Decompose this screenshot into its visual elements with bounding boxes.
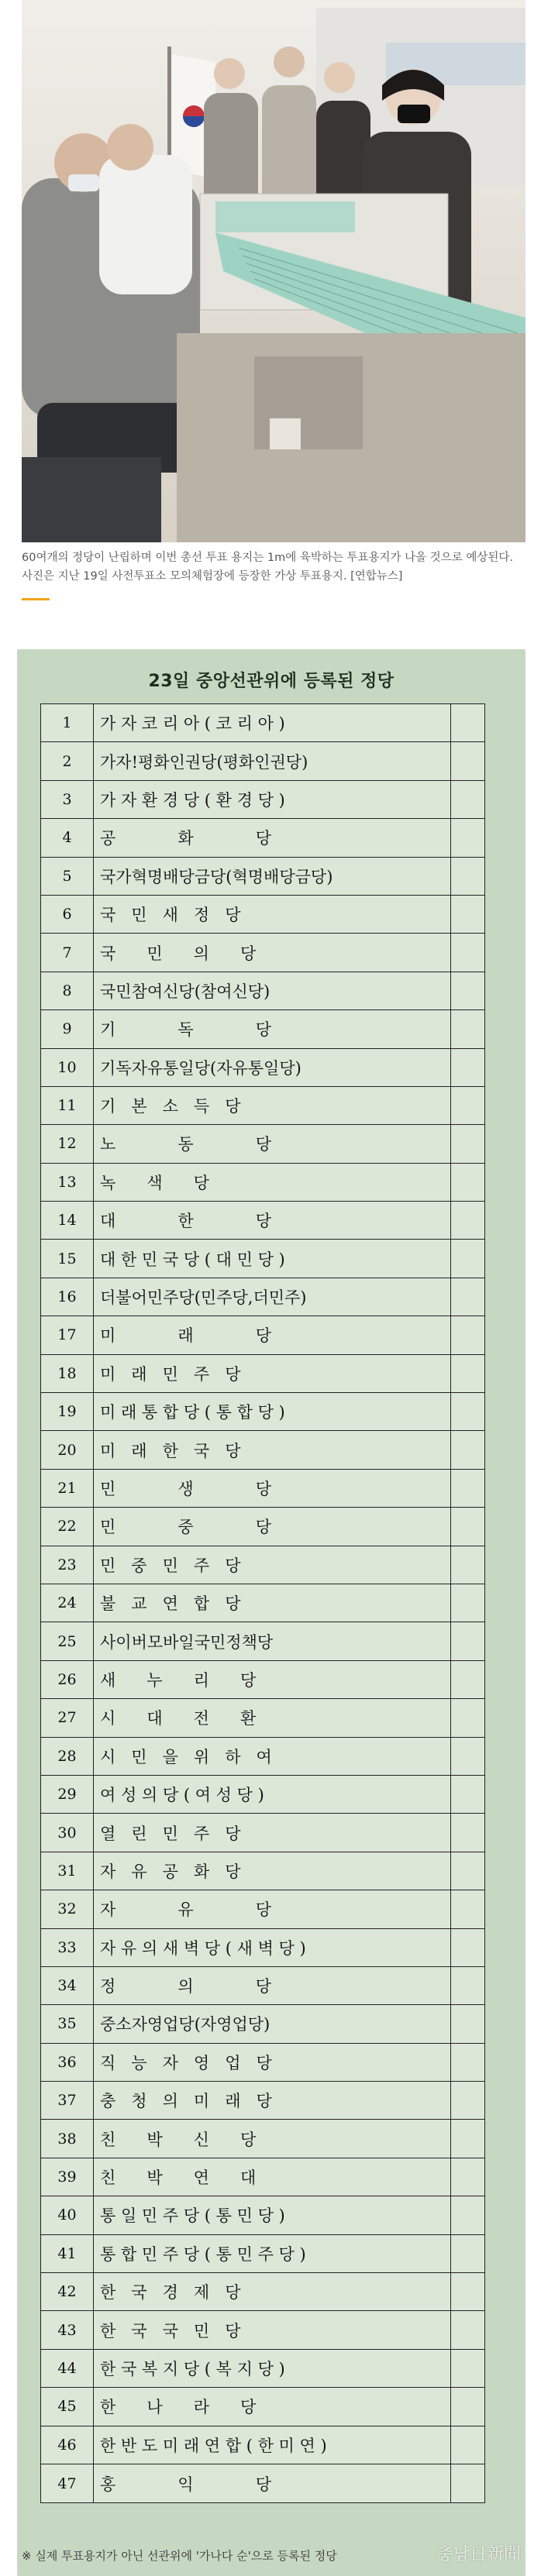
- party-number: 9: [41, 1010, 94, 1047]
- vote-box: [450, 1164, 484, 1201]
- party-name: 자 유 당: [100, 1900, 272, 1920]
- vote-box: [450, 2120, 484, 2157]
- table-row: [41, 1278, 484, 1316]
- party-number: 10: [41, 1049, 94, 1086]
- party-number: 47: [41, 2464, 94, 2502]
- party-number: 44: [41, 2350, 94, 2387]
- party-number: 16: [41, 1278, 94, 1316]
- party-number: 23: [41, 1546, 94, 1584]
- table-row: [41, 2158, 484, 2196]
- table-row: [41, 2350, 484, 2388]
- vote-box: [450, 2005, 484, 2042]
- vote-box: [450, 1929, 484, 1966]
- table-row: [41, 1967, 484, 2005]
- party-number: 31: [41, 1852, 94, 1890]
- table-row: [41, 1164, 484, 1202]
- party-name: 대 한 당: [100, 1212, 272, 1231]
- party-name: 시 민 을 위 하 여: [100, 1747, 272, 1766]
- vote-box: [450, 1508, 484, 1545]
- table-row: [41, 1622, 484, 1660]
- party-number: 19: [41, 1393, 94, 1430]
- party-name: 미 래 통 합 당 ( 통 합 당 ): [100, 1403, 285, 1422]
- party-name: 기 독 당: [100, 1020, 272, 1040]
- party-number: 2: [41, 742, 94, 779]
- table-row: [41, 1584, 484, 1622]
- vote-box: [450, 1278, 484, 1316]
- table-row: [41, 1929, 484, 1967]
- party-name: 열 린 민 주 당: [100, 1824, 241, 1843]
- vote-box: [450, 2350, 484, 2387]
- vote-box: [450, 1584, 484, 1622]
- table-row: [41, 972, 484, 1010]
- table-row: [41, 2120, 484, 2158]
- party-number: 26: [41, 1661, 94, 1698]
- caption-accent-rule: [22, 598, 50, 600]
- table-row: [41, 858, 484, 896]
- party-number: 32: [41, 1890, 94, 1928]
- table-row: [41, 1508, 484, 1546]
- party-number: 35: [41, 2005, 94, 2042]
- vote-box: [450, 1355, 484, 1392]
- table-row: [41, 896, 484, 934]
- vote-box: [450, 1049, 484, 1086]
- vote-box: [450, 2158, 484, 2196]
- vote-box: [450, 2235, 484, 2272]
- party-table: [40, 703, 485, 2503]
- table-row: [41, 2273, 484, 2311]
- party-name: 한 국 경 제 당: [100, 2283, 241, 2303]
- party-number: 14: [41, 1202, 94, 1239]
- party-number: 42: [41, 2273, 94, 2310]
- party-name: 기 본 소 득 당: [100, 1097, 241, 1116]
- party-name: 한 국 국 민 당: [100, 2321, 241, 2340]
- party-name: 민 중 민 주 당: [100, 1556, 241, 1575]
- table-row: [41, 2005, 484, 2043]
- vote-box: [450, 1316, 484, 1353]
- party-number: 12: [41, 1125, 94, 1162]
- table-row: [41, 2426, 484, 2464]
- party-number: 46: [41, 2426, 94, 2464]
- party-number: 17: [41, 1316, 94, 1353]
- party-number: 45: [41, 2388, 94, 2425]
- party-number: 8: [41, 972, 94, 1009]
- party-name: 새 누 리 당: [100, 1670, 257, 1690]
- party-name: 통 합 민 주 당 ( 통 민 주 당 ): [100, 2244, 306, 2264]
- party-name: 미 래 한 국 당: [100, 1441, 241, 1460]
- panel-title: 23일 중앙선관위에 등록된 정당: [148, 672, 395, 691]
- party-number: 4: [41, 819, 94, 856]
- party-name: 가 자 환 경 당 ( 환 경 당 ): [100, 790, 285, 810]
- vote-box: [450, 1431, 484, 1468]
- party-list-panel: [17, 649, 525, 2576]
- party-number: 40: [41, 2196, 94, 2234]
- vote-box: [450, 1967, 484, 2004]
- party-name: 한 반 도 미 래 연 합 ( 한 미 연 ): [100, 2436, 327, 2455]
- party-name: 불 교 연 합 당: [100, 1594, 241, 1614]
- table-row: [41, 1240, 484, 1278]
- party-number: 29: [41, 1776, 94, 1813]
- party-number: 21: [41, 1470, 94, 1507]
- table-row: [41, 1316, 484, 1354]
- party-name: 사이버모바일국민정책당: [100, 1632, 274, 1652]
- footnote: ※ 실제 투표용지가 아닌 선관위에 '가나다 순'으로 등록된 정당: [22, 2549, 337, 2563]
- vote-box: [450, 2082, 484, 2119]
- party-name: 국 민 의 당: [100, 944, 257, 963]
- party-number: 39: [41, 2158, 94, 2196]
- table-row: [41, 1661, 484, 1699]
- vote-box: [450, 934, 484, 971]
- party-number: 1: [41, 704, 94, 741]
- party-name: 직 능 자 영 업 당: [100, 2053, 272, 2072]
- party-number: 30: [41, 1814, 94, 1851]
- party-name: 한 나 라 당: [100, 2398, 257, 2417]
- party-number: 3: [41, 781, 94, 818]
- party-name: 국민참여신당(참여신당): [100, 982, 270, 1001]
- party-name: 국 민 새 정 당: [100, 906, 241, 925]
- party-name: 친 박 신 당: [100, 2130, 257, 2149]
- party-name: 정 의 당: [100, 1977, 272, 1996]
- party-number: 43: [41, 2311, 94, 2348]
- party-number: 6: [41, 896, 94, 933]
- party-number: 25: [41, 1622, 94, 1659]
- party-name: 여 성 의 당 ( 여 성 당 ): [100, 1786, 264, 1805]
- vote-box: [450, 1814, 484, 1851]
- party-name: 가 자 코 리 아 ( 코 리 아 ): [100, 714, 285, 734]
- table-row: [41, 1202, 484, 1240]
- vote-box: [450, 1470, 484, 1507]
- watermark-logo: 충남日新聞: [436, 2545, 521, 2564]
- vote-box: [450, 1202, 484, 1239]
- party-number: 18: [41, 1355, 94, 1392]
- vote-box: [450, 1125, 484, 1162]
- party-number: 11: [41, 1087, 94, 1124]
- vote-box: [450, 1890, 484, 1928]
- table-row: [41, 2388, 484, 2426]
- table-row: [41, 1776, 484, 1814]
- party-name: 민 중 당: [100, 1518, 272, 1537]
- party-number: 38: [41, 2120, 94, 2157]
- vote-box: [450, 2273, 484, 2310]
- table-row: [41, 1125, 484, 1163]
- table-row: [41, 1393, 484, 1431]
- vote-box: [450, 1699, 484, 1736]
- table-row: [41, 1546, 484, 1584]
- vote-box: [450, 2196, 484, 2234]
- party-number: 27: [41, 1699, 94, 1736]
- news-photo: [22, 0, 525, 542]
- party-name: 통 일 민 주 당 ( 통 민 당 ): [100, 2206, 285, 2226]
- party-number: 28: [41, 1738, 94, 1775]
- party-name: 미 래 당: [100, 1326, 272, 1346]
- table-row: [41, 2311, 484, 2349]
- party-name: 가자!평화인권당(평화인권당): [100, 752, 308, 772]
- vote-box: [450, 2464, 484, 2502]
- vote-box: [450, 1087, 484, 1124]
- table-row: [41, 1470, 484, 1508]
- vote-box: [450, 1738, 484, 1775]
- party-name: 자 유 의 새 벽 당 ( 새 벽 당 ): [100, 1938, 306, 1958]
- party-number: 7: [41, 934, 94, 971]
- table-row: [41, 781, 484, 819]
- vote-box: [450, 1661, 484, 1698]
- party-name: 노 동 당: [100, 1135, 272, 1154]
- vote-box: [450, 1776, 484, 1813]
- vote-box: [450, 2311, 484, 2348]
- party-name: 홍 익 당: [100, 2475, 272, 2494]
- vote-box: [450, 819, 484, 856]
- party-name: 자 유 공 화 당: [100, 1862, 241, 1881]
- table-row: [41, 2464, 484, 2502]
- vote-box: [450, 2426, 484, 2464]
- table-row: [41, 1852, 484, 1890]
- vote-box: [450, 972, 484, 1009]
- vote-box: [450, 2388, 484, 2425]
- party-number: 24: [41, 1584, 94, 1622]
- vote-box: [450, 1622, 484, 1659]
- table-row: [41, 1355, 484, 1393]
- vote-box: [450, 742, 484, 779]
- table-row: [41, 704, 484, 742]
- table-row: [41, 934, 484, 972]
- party-name: 민 생 당: [100, 1480, 272, 1498]
- party-name: 녹 색 당: [100, 1173, 209, 1192]
- photo-caption: 60여개의 정당이 난립하며 이번 총선 투표 용지는 1m에 육박하는 투표용지가 나올 것으로 예상된다. 사진은 지난 19일 사전투표소 모의체험장에 등장한 가상 투표용지. [연합뉴스]: [22, 552, 513, 583]
- party-name: 중소자영업당(자영업당): [100, 2015, 270, 2034]
- vote-box: [450, 781, 484, 818]
- table-row: [41, 1431, 484, 1469]
- table-row: [41, 742, 484, 780]
- vote-box: [450, 1010, 484, 1047]
- party-number: 36: [41, 2044, 94, 2081]
- table-row: [41, 2196, 484, 2234]
- vote-box: [450, 1546, 484, 1584]
- vote-box: [450, 1240, 484, 1277]
- party-name: 미 래 민 주 당: [100, 1364, 241, 1384]
- vote-box: [450, 896, 484, 933]
- vote-box: [450, 2044, 484, 2081]
- table-row: [41, 1699, 484, 1737]
- party-name: 더불어민주당(민주당,더민주): [100, 1288, 307, 1308]
- party-name: 시 대 전 환: [100, 1709, 257, 1728]
- party-number: 41: [41, 2235, 94, 2272]
- table-row: [41, 819, 484, 857]
- party-number: 37: [41, 2082, 94, 2119]
- party-name: 공 화 당: [100, 829, 272, 848]
- table-row: [41, 2044, 484, 2082]
- table-row: [41, 1890, 484, 1928]
- table-row: [41, 1738, 484, 1776]
- vote-box: [450, 1852, 484, 1890]
- party-number: 13: [41, 1164, 94, 1201]
- party-name: 충 청 의 미 래 당: [100, 2092, 272, 2111]
- party-number: 20: [41, 1431, 94, 1468]
- party-name: 기독자유통일당(자유통일당): [100, 1058, 302, 1078]
- party-name: 한 국 복 지 당 ( 복 지 당 ): [100, 2359, 285, 2378]
- party-number: 5: [41, 858, 94, 895]
- party-name: 대 한 민 국 당 ( 대 민 당 ): [100, 1250, 285, 1269]
- vote-box: [450, 704, 484, 741]
- table-row: [41, 1010, 484, 1048]
- party-name: 친 박 연 대: [100, 2168, 257, 2188]
- party-number: 15: [41, 1240, 94, 1277]
- party-number: 22: [41, 1508, 94, 1545]
- table-row: [41, 2082, 484, 2120]
- vote-box: [450, 858, 484, 895]
- party-number: 34: [41, 1967, 94, 2004]
- table-row: [41, 1814, 484, 1852]
- table-row: [41, 2235, 484, 2273]
- party-number: 33: [41, 1929, 94, 1966]
- table-row: [41, 1049, 484, 1087]
- party-name: 국가혁명배당금당(혁명배당금당): [100, 867, 333, 886]
- vote-box: [450, 1393, 484, 1430]
- table-row: [41, 1087, 484, 1125]
